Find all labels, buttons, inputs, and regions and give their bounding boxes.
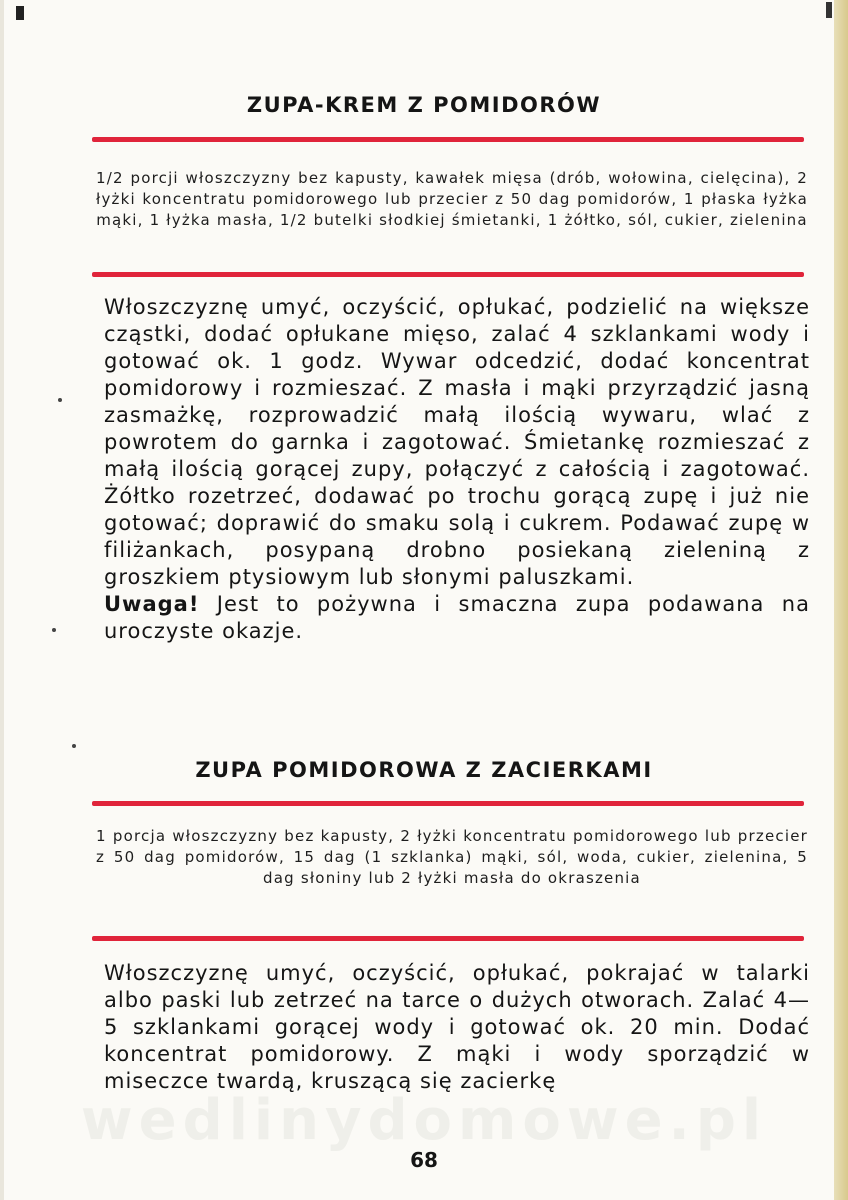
divider-rule — [92, 272, 804, 277]
scan-mark — [826, 2, 832, 18]
recipe-instructions — [104, 294, 810, 645]
recipe-title: ZUPA POMIDOROWA Z ZACIERKAMI — [195, 758, 653, 782]
scan-mark — [16, 6, 24, 20]
page-edge-right — [834, 0, 848, 1200]
recipe-instructions: Włoszczyznę umyć, oczyścić, opłukać, pokrajać w talarki albo paski lub zetrzeć na tarce o dużych otworach. Zalać 4—5 szklankami gorącej wody i gotować ok. 20 min. Dodać koncentrat pomidorowy. Z mąki i wody sporządzić w miseczce twardą, kruszącą się zacierkę — [104, 961, 810, 1093]
instructions-text: Włoszczyznę umyć, oczyścić, opłukać, podzielić na większe cząstki, dodać opłukane mięso, zalać 4 szklankami wody i gotować ok. 1 godz. Wywar odcedzić, dodać koncentrat pomidorowy i rozmieszać. Z masła i mąki przyrządzić jasną zasmażkę, rozprowadzić małą ilością wywaru, wlać z powrotem do garnka i zagotować. Śmietankę rozmieszać z małą ilością gorącej zupy, połączyć z całością i zagotować. Żółtko rozetrzeć, dodawać po trochu gorącą zupę i już nie gotować; doprawić do smaku solą i cukrem. Podawać zupę w filiżankach, posypaną drobno posiekaną zieleniną z groszkiem ptysiowym lub słonymi paluszkami. — [104, 295, 810, 589]
divider-rule — [92, 801, 804, 806]
watermark: wedlinydomowe.pl — [80, 1088, 768, 1153]
recipe-title: ZUPA-KREM Z POMIDORÓW — [246, 93, 602, 117]
page-number: 68 — [410, 1148, 438, 1172]
ingredients-list: 1/2 porcji włoszczyzny bez kapusty, kawałek mięsa (drób, wołowina, cielęcina), 2 łyżki koncentratu pomidorowego lub przecier z 50 dag pomidorów, 1 płaska łyżka mąki, 1 łyżka masła, 1/2 butelki słodkiej śmietanki, 1 żółtko, sól, cukier, zielenina — [96, 169, 808, 229]
page-edge-left — [0, 0, 4, 1200]
scan-speck — [52, 628, 56, 632]
ingredients-list: 1 porcja włoszczyzny bez kapusty, 2 łyżki koncentratu pomidorowego lub przecier z 50 dag pomidorów, 15 dag (1 szklanka) mąki, sól, woda, cukier, zielenina, 5 dag słoniny lub 2 łyżki masła do okraszenia — [96, 827, 808, 887]
scan-speck — [58, 398, 62, 402]
divider-rule — [92, 936, 804, 941]
scan-speck — [72, 744, 76, 748]
note-label: Uwaga! — [104, 592, 200, 616]
note-text: Jest to pożywna i smaczna zupa podawana na uroczyste okazje. — [104, 592, 810, 643]
divider-rule — [92, 137, 804, 142]
